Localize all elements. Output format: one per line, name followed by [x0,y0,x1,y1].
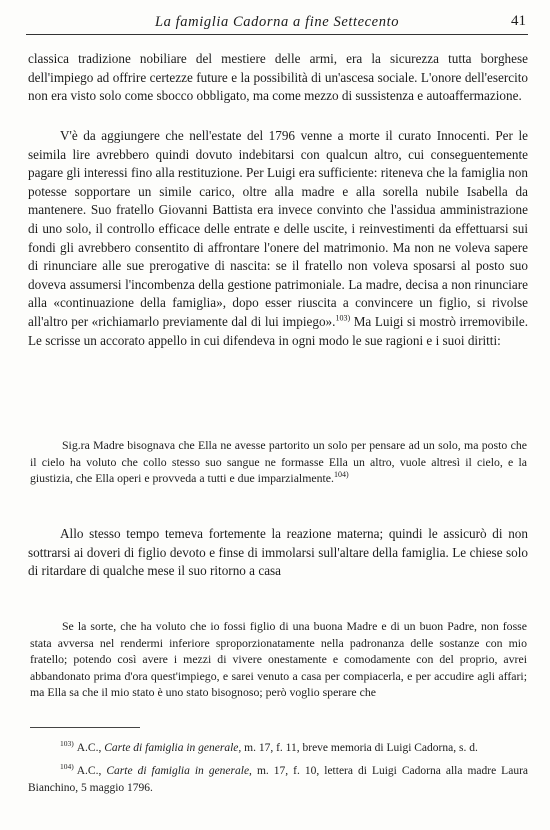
footnote-104-suffix: m. 17, f. 10, lettera di Luigi Cadorna alla madre Laura Bianchino, 5 maggio 1796. [28,765,528,794]
footnote-104-mark: 104) [60,762,74,772]
page-header [26,12,528,35]
paragraph-2 [28,127,528,350]
paragraph-2-text [28,127,528,350]
footnote-104 [28,763,528,797]
block-quote-1-text [30,437,527,487]
paragraph-1 [28,50,528,106]
paragraph-2-tail: Ma Luigi si mostrò irremovibile. Le scrisse un accorato appello in cui difendeva in ogni modo le sue ragioni e i suoi diritti: [28,313,528,348]
footnotes [28,740,528,803]
footnote-103-mark: 103) [60,739,74,749]
page-number: 41 [511,13,526,29]
paragraph-2-main: V'è da aggiungere che nell'estate del 1796 venne a morte il curato Innocenti. Per le seimila lire avrebbero quindi dovuto indebitarsi con qualcun altro, cui conseguentemente pagare gli interessi fino alla restituzione. Per Luigi era sufficiente: riteneva che la famiglia non potesse sopportare un simile carico, oltre alla madre e alla sorella nubile Isabella da mantenere. Suo fratello Giovanni Battista era invece convinto che l'assidua amministrazione di uno solo, il controllo efficace delle entrate e delle uscite, i reinvestimenti da effettuarsi sui fondi gli avrebbero consentito di affrontare l'onere del matrimonio. Ma non ne voleva sapere di rinunciare alle sue prerogative di nascita: se il fratello non voleva sposarsi al posto suo doveva assumersi l'incombenza della gestione patrimoniale. La madre, decisa a non rinunciare alla «continuazione della famiglia», dopo esser riuscita a convincere un figlio, si rivolse all'altro per «richiamarlo previamente dal di lui impiego». [28,128,528,329]
paragraph-3-text: Allo stesso tempo temeva fortemente la reazione materna; quindi le assicurò di non sottrarsi ai doveri di figlio devoto e finse di immolarsi sull'altare della famiglia. Le chiese solo di ritardare di qualche mese il suo ritorno a casa [28,526,528,579]
running-title: La famiglia Cadorna a fine Settecento [154,14,400,30]
footnote-103-prefix: A.C., [76,742,105,754]
footnote-ref-103: 103) [335,313,351,323]
footnote-103 [28,740,528,757]
block-quote-2-text: Se la sorte, che ha voluto che io fossi figlio di una buona Madre e di un buon Padre, non fosse stata avversa nel rendermi inferiore sproporzionatamente nella padronanza delle sostanze con mio fratello; potendo così avere i mezzi di vivere onestamente e comodamente con del proprio, avrei abbandonato prima d'ora quest'impiego, e sarei venuto a casa per compiacerla, e per accudire agli affari; ma Ella sa che il mio stato è uno stato bisognoso; però voglio sperare che [30,619,527,700]
footnote-103-title: Carte di famiglia in generale, [104,742,242,754]
footnote-104-title: Carte di famiglia in generale, [106,765,252,777]
block-quote-2 [30,618,527,701]
paragraph-1-text: classica tradizione nobiliare del mestiere delle armi, era la sicurezza tutta borghese dell'impiego ad offrire certezze future e la possibilità di un'ascesa sociale. L'onore dell'esercito non era visto solo come sbocco obbligato, ma come mezzo di sussistenza e autoaffermazione. [28,51,528,104]
footnote-rule [30,727,140,728]
block-quote-1 [30,437,527,487]
paragraph-3 [28,525,528,581]
block-quote-1-main: Sig.ra Madre bisognava che Ella ne avesse partorito un solo per pensare ad un solo, ma posto che il cielo ha voluto che collo stesso suo sangue ne formasse Ella un altro, vuole altresì il cielo, e la giustizia, che Ella operi e provveda a tutti e due imparzialmente. [30,438,527,486]
footnote-104-prefix: A.C., [76,765,107,777]
footnote-ref-104: 104) [333,470,349,480]
footnote-103-suffix: m. 17, f. 11, breve memoria di Luigi Cadorna, s. d. [241,742,478,754]
